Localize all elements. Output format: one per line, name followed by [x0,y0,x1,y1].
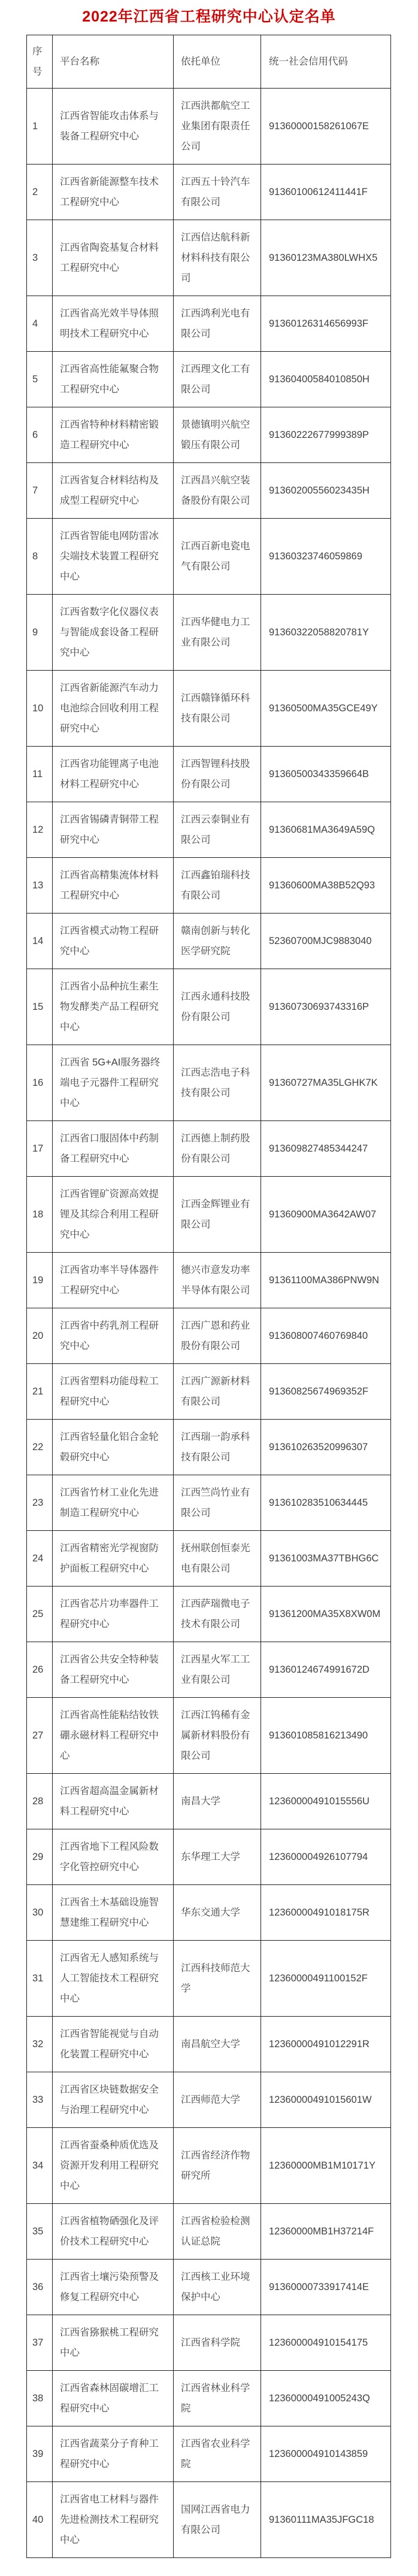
table-row [27,1253,391,1308]
table-row [27,1045,391,1121]
platform-name-cell: 江西省锡磷青铜带工程研究中心 [53,802,174,858]
platform-name-cell: 江西省区块链数据安全与治理工程研究中心 [53,2072,174,2128]
table-row [27,1642,391,1698]
table-row [27,1420,391,1475]
platform-name-cell: 江西省蚕桑种质优选及资源开发利用工程研究中心 [53,2128,174,2204]
credit-code-cell: 12360000491012291R [261,2017,391,2072]
platform-name-cell: 江西省高性能粘结钕铁硼永磁材料工程研究中心 [53,1698,174,1774]
credit-code-cell: 91360111MA35JFGC18 [261,2482,391,2558]
credit-code-cell: 91360900MA3642AW07 [261,1177,391,1253]
row-serial-number: 38 [27,2371,53,2426]
credit-code-cell: 91360681MA3649A59Q [261,802,391,858]
credit-code-cell: 91360727MA35LGHK7K [261,1045,391,1121]
row-serial-number: 22 [27,1420,53,1475]
table-row [27,296,391,352]
supporting-org-cell: 江西五十铃汽车有限公司 [174,165,261,220]
platform-name-cell: 江西省轻量化铝合金轮毂研究中心 [53,1420,174,1475]
platform-name-cell: 江西省猕猴桃工程研究中心 [53,2315,174,2371]
row-serial-number: 21 [27,1364,53,1420]
table-row [27,463,391,519]
platform-name-cell: 江西省公共安全特种装备工程研究中心 [53,1642,174,1698]
platform-name-cell: 江西省蔬菜分子育种工程研究中心 [53,2426,174,2482]
credit-code-cell: 52360700MJC9883040 [261,914,391,969]
supporting-org-cell: 江西德上制药股份有限公司 [174,1121,261,1177]
credit-code-cell: 913608007460769840 [261,1308,391,1364]
table-row [27,2260,391,2315]
supporting-org-cell: 江西信达航科新材料科技有限公司 [174,220,261,296]
table-row [27,407,391,463]
row-serial-number: 40 [27,2482,53,2558]
supporting-org-cell: 德兴市意发功率半导体有限公司 [174,1253,261,1308]
credit-code-cell: 913610283510634445 [261,1475,391,1531]
table-row [27,165,391,220]
credit-code-cell: 91360600MA38B52Q93 [261,858,391,914]
row-serial-number: 24 [27,1531,53,1587]
supporting-org-cell: 江西赣锋循环科技有限公司 [174,671,261,747]
platform-name-cell: 江西省功率半导体器件工程研究中心 [53,1253,174,1308]
table-row [27,969,391,1045]
platform-name-cell: 江西省土壤污染预警及修复工程研究中心 [53,2260,174,2315]
supporting-org-cell: 南昌航空大学 [174,2017,261,2072]
supporting-org-cell: 江西萨瑞微电子技术有限公司 [174,1587,261,1642]
supporting-org-cell: 江西竺尚竹业有限公司 [174,1475,261,1531]
table-row [27,2371,391,2426]
supporting-org-cell: 江西理文化工有限公司 [174,352,261,407]
credit-code-cell: 12360000491100152F [261,1941,391,2017]
table-row [27,2072,391,2128]
supporting-org-cell: 江西金辉锂业有限公司 [174,1177,261,1253]
supporting-org-cell: 江西省科学院 [174,2315,261,2371]
credit-code-cell: 91360500343359664B [261,747,391,802]
table-row [27,352,391,407]
credit-code-cell: 12360000MB1H37214F [261,2204,391,2260]
table-row [27,2017,391,2072]
credit-code-cell: 91360323746059869 [261,519,391,595]
platform-name-cell: 江西省森林固碳增汇工程研究中心 [53,2371,174,2426]
platform-name-cell: 江西省中药乳剂工程研究中心 [53,1308,174,1364]
credit-code-cell: 91361200MA35X8XW0M [261,1587,391,1642]
row-serial-number: 18 [27,1177,53,1253]
credit-code-cell: 91360100612411441F [261,165,391,220]
supporting-org-cell: 江西华健电力工业有限公司 [174,595,261,671]
header-credit-code: 统一社会信用代码 [261,35,391,89]
table-row [27,2204,391,2260]
supporting-org-cell: 江西科技师范大学 [174,1941,261,2017]
supporting-org-cell: 江西省检验检测认证总院 [174,2204,261,2260]
row-serial-number: 23 [27,1475,53,1531]
table-row [27,914,391,969]
credit-code-cell: 12360000491015556U [261,1774,391,1829]
table-row [27,1177,391,1253]
row-serial-number: 16 [27,1045,53,1121]
platform-name-cell: 江西省无人感知系统与人工智能技术工程研究中心 [53,1941,174,2017]
credit-code-cell: 91360500MA35GCE49Y [261,671,391,747]
table-header [27,35,391,89]
table-row [27,1531,391,1587]
platform-name-cell: 江西省功能锂离子电池材料工程研究中心 [53,747,174,802]
platform-name-cell: 江西省超高温金属新材料工程研究中心 [53,1774,174,1829]
platform-name-cell: 江西省 5G+AI服务器终端电子元器件工程研究中心 [53,1045,174,1121]
platform-name-cell: 江西省高精集流体材料工程研究中心 [53,858,174,914]
platform-name-cell: 江西省新能源整车技术工程研究中心 [53,165,174,220]
header-serial-number: 序号 [27,35,53,89]
credit-code-cell: 123600004910154175 [261,2315,391,2371]
row-serial-number: 32 [27,2017,53,2072]
platform-name-cell: 江西省芯片功率器件工程研究中心 [53,1587,174,1642]
supporting-org-cell: 江西智锂科技股份有限公司 [174,747,261,802]
supporting-org-cell: 江西鑫铂瑞科技有限公司 [174,858,261,914]
table-row [27,1829,391,1885]
supporting-org-cell: 江西永通科技股份有限公司 [174,969,261,1045]
row-serial-number: 2 [27,165,53,220]
table-row [27,2315,391,2371]
platform-name-cell: 江西省植物硒强化及评价技术工程研究中心 [53,2204,174,2260]
credit-code-cell: 91361100MA386PNW9N [261,1253,391,1308]
row-serial-number: 5 [27,352,53,407]
row-serial-number: 39 [27,2426,53,2482]
platform-name-cell: 江西省地下工程风险数字化管控研究中心 [53,1829,174,1885]
page-title: 2022年江西省工程研究中心认定名单 [82,8,336,25]
supporting-org-cell: 江西洪都航空工业集团有限责任公司 [174,89,261,165]
credit-code-cell: 91360000733917414E [261,2260,391,2315]
credit-code-cell: 12360000491018175R [261,1885,391,1941]
table-row [27,802,391,858]
credit-code-cell: 913610263520996307 [261,1420,391,1475]
credit-code-cell: 91360124674991672D [261,1642,391,1698]
table-body [27,89,391,2558]
table-row [27,2482,391,2558]
row-serial-number: 15 [27,969,53,1045]
supporting-org-cell: 华东交通大学 [174,1885,261,1941]
table-row [27,519,391,595]
row-serial-number: 10 [27,671,53,747]
platform-name-cell: 江西省复合材料结构及成型工程研究中心 [53,463,174,519]
credit-code-cell: 91361003MA37TBHG6C [261,1531,391,1587]
credit-code-cell: 913601085816213490 [261,1698,391,1774]
platform-name-cell: 江西省高性能氟聚合物工程研究中心 [53,352,174,407]
credit-code-cell: 91360730693743316P [261,969,391,1045]
table-row [27,1941,391,2017]
row-serial-number: 35 [27,2204,53,2260]
platform-name-cell: 江西省电工材料与器件先进检测技术工程研究中心 [53,2482,174,2558]
row-serial-number: 9 [27,595,53,671]
credit-code-cell: 12360000491015601W [261,2072,391,2128]
platform-name-cell: 江西省精密光学视窗防护面板工程研究中心 [53,1531,174,1587]
row-serial-number: 17 [27,1121,53,1177]
table-row [27,2128,391,2204]
supporting-org-cell: 江西省农业科学院 [174,2426,261,2482]
credit-code-cell: 91360000158261067E [261,89,391,165]
row-serial-number: 26 [27,1642,53,1698]
table-row [27,671,391,747]
recognition-table [26,35,391,2558]
credit-code-cell: 123600004910143859 [261,2426,391,2482]
table-row [27,1774,391,1829]
supporting-org-cell: 江西广恩和药业股份有限公司 [174,1308,261,1364]
supporting-org-cell: 江西昌兴航空装备股份有限公司 [174,463,261,519]
header-row [27,35,391,89]
supporting-org-cell: 江西云泰铜业有限公司 [174,802,261,858]
table-row [27,1475,391,1531]
table-row [27,1364,391,1420]
credit-code-cell: 91360123MA380LWHX5 [261,220,391,296]
credit-code-cell: 123600004926107794 [261,1829,391,1885]
table-row [27,1308,391,1364]
row-serial-number: 30 [27,1885,53,1941]
supporting-org-cell: 抚州联创恒泰光电有限公司 [174,1531,261,1587]
table-row [27,220,391,296]
row-serial-number: 12 [27,802,53,858]
supporting-org-cell: 景德镇明兴航空锻压有限公司 [174,407,261,463]
table-row [27,1885,391,1941]
platform-name-cell: 江西省智能视觉与自动化装置工程研究中心 [53,2017,174,2072]
platform-name-cell: 江西省模式动物工程研究中心 [53,914,174,969]
supporting-org-cell: 江西星火军工工业有限公司 [174,1642,261,1698]
row-serial-number: 33 [27,2072,53,2128]
header-supporting-org: 依托单位 [174,35,261,89]
table-row [27,1587,391,1642]
table-row [27,747,391,802]
supporting-org-cell: 江西瑞一韵承科技有限公司 [174,1420,261,1475]
supporting-org-cell: 江西省经济作物研究所 [174,2128,261,2204]
row-serial-number: 34 [27,2128,53,2204]
table-row [27,1698,391,1774]
row-serial-number: 8 [27,519,53,595]
table-row [27,1121,391,1177]
table-row [27,2426,391,2482]
credit-code-cell: 91360222677999389P [261,407,391,463]
platform-name-cell: 江西省锂矿资源高效提锂及其综合利用工程研究中心 [53,1177,174,1253]
supporting-org-cell: 江西师范大学 [174,2072,261,2128]
platform-name-cell: 江西省特种材料精密锻造工程研究中心 [53,407,174,463]
row-serial-number: 3 [27,220,53,296]
platform-name-cell: 江西省小品种抗生素生物发酵类产品工程研究中心 [53,969,174,1045]
credit-code-cell: 12360000MB1M10171Y [261,2128,391,2204]
supporting-org-cell: 江西广源新材料有限公司 [174,1364,261,1420]
row-serial-number: 25 [27,1587,53,1642]
platform-name-cell: 江西省竹材工业化先进制造工程研究中心 [53,1475,174,1531]
row-serial-number: 4 [27,296,53,352]
supporting-org-cell: 江西鸿利光电有限公司 [174,296,261,352]
row-serial-number: 6 [27,407,53,463]
credit-code-cell: 91360200556023435H [261,463,391,519]
article-page [0,5,418,2576]
supporting-org-cell: 赣南创新与转化医学研究院 [174,914,261,969]
supporting-org-cell: 东华理工大学 [174,1829,261,1885]
platform-name-cell: 江西省高光效半导体照明技术工程研究中心 [53,296,174,352]
row-serial-number: 28 [27,1774,53,1829]
supporting-org-cell: 江西江钨稀有金属新材料股份有限公司 [174,1698,261,1774]
platform-name-cell: 江西省塑料功能母粒工程研究中心 [53,1364,174,1420]
credit-code-cell: 91360400584010850H [261,352,391,407]
row-serial-number: 37 [27,2315,53,2371]
platform-name-cell: 江西省智能攻击体系与装备工程研究中心 [53,89,174,165]
platform-name-cell: 江西省数字化仪器仪表与智能成套设备工程研究中心 [53,595,174,671]
row-serial-number: 31 [27,1941,53,2017]
platform-name-cell: 江西省智能电网防雷冰尖端技术装置工程研究中心 [53,519,174,595]
supporting-org-cell: 江西志浩电子科技有限公司 [174,1045,261,1121]
platform-name-cell: 江西省新能源汽车动力电池综合回收利用工程研究中心 [53,671,174,747]
credit-code-cell: 91360825674969352F [261,1364,391,1420]
platform-name-cell: 江西省口服固体中药制备工程研究中心 [53,1121,174,1177]
header-platform-name: 平台名称 [53,35,174,89]
row-serial-number: 27 [27,1698,53,1774]
row-serial-number: 19 [27,1253,53,1308]
platform-name-cell: 江西省土木基础设施智慧建维工程研究中心 [53,1885,174,1941]
row-serial-number: 14 [27,914,53,969]
row-serial-number: 13 [27,858,53,914]
credit-code-cell: 91360322058820781Y [261,595,391,671]
row-serial-number: 36 [27,2260,53,2315]
row-serial-number: 29 [27,1829,53,1885]
row-serial-number: 7 [27,463,53,519]
platform-name-cell: 江西省陶瓷基复合材料工程研究中心 [53,220,174,296]
credit-code-cell: 91360126314656993F [261,296,391,352]
table-row [27,89,391,165]
credit-code-cell: 913609827485344247 [261,1121,391,1177]
supporting-org-cell: 江西省林业科学院 [174,2371,261,2426]
row-serial-number: 20 [27,1308,53,1364]
credit-code-cell: 12360000491005243Q [261,2371,391,2426]
row-serial-number: 1 [27,89,53,165]
supporting-org-cell: 南昌大学 [174,1774,261,1829]
supporting-org-cell: 江西核工业环境保护中心 [174,2260,261,2315]
row-serial-number: 11 [27,747,53,802]
table-row [27,595,391,671]
supporting-org-cell: 江西百新电瓷电气有限公司 [174,519,261,595]
table-row [27,858,391,914]
supporting-org-cell: 国网江西省电力有限公司 [174,2482,261,2558]
